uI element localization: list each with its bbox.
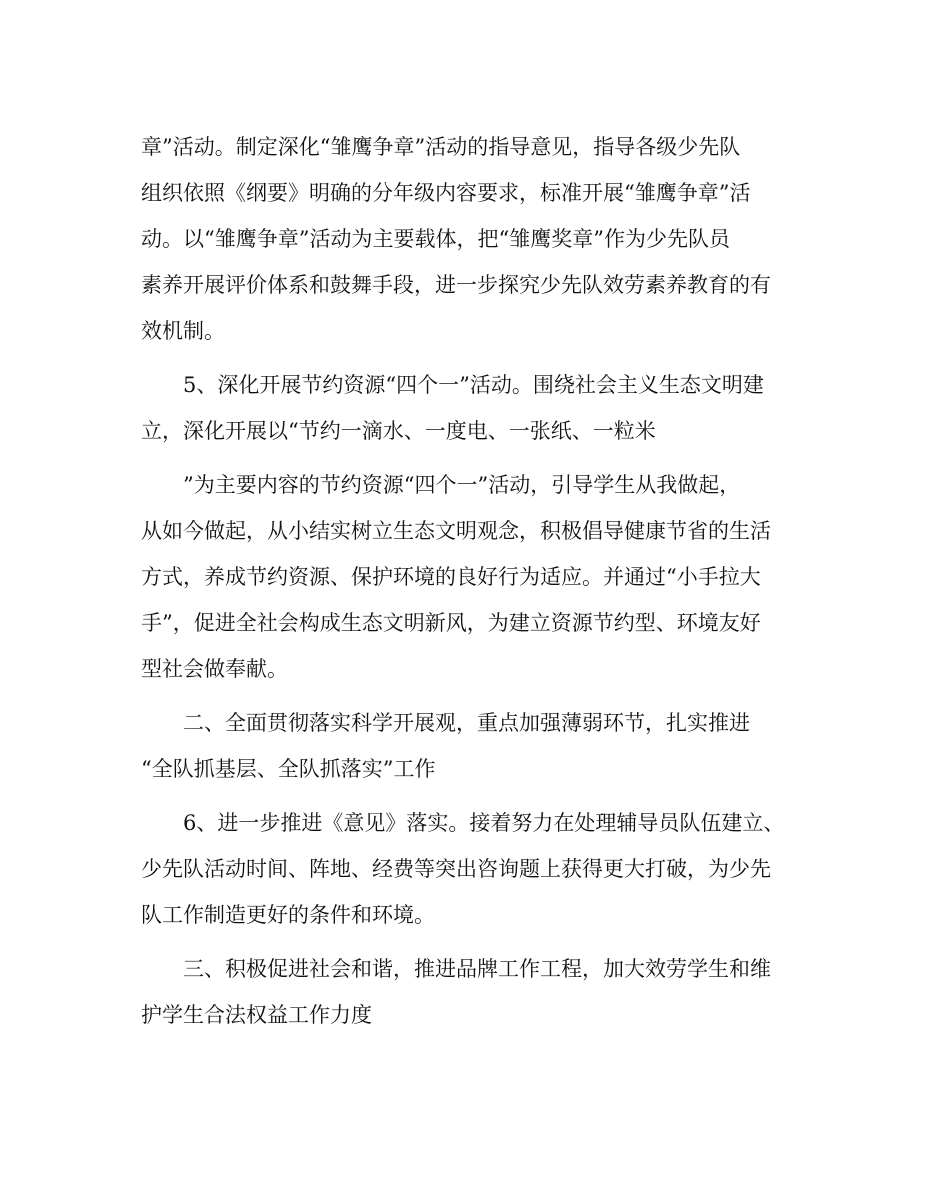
text-line: 三、积极促进社会和谐，推进品牌工作工程，加大效劳学生和维 [183,957,771,981]
text-line: 动。以“雏鹰争章”活动为主要载体，把“雏鹰奖章”作为少先队员 [141,227,730,251]
paragraph-4 [141,700,821,792]
text-line: 素养开展评价体系和鼓舞手段，进一步探究少先队效劳素养教育的有 [141,273,771,297]
text-line: 护学生合法权益工作力度 [141,1003,372,1027]
text-line: 型社会做奉献。 [141,657,288,681]
text-line: 立，深化开展以“节约一滴水、一度电、一张纸、一粒米 [141,419,656,443]
text-line: 从如今做起，从小结实树立生态文明观念，积极倡导健康节省的生活 [141,519,771,543]
paragraph-3 [141,462,821,692]
text-line: “全队抓基层、全队抓落实”工作 [141,757,436,781]
text-line: 手”，促进全社会构成生态文明新风，为建立资源节约型、环境友好 [141,611,761,635]
paragraph-2 [141,362,821,454]
text-line: 队工作制造更好的条件和环境。 [141,903,435,927]
text-line: 6、进一步推进《意见》落实。接着努力在处理辅导员队伍建立、 [183,811,785,835]
text-line: 组织依照《纲要》明确的分年级内容要求，标准开展“雏鹰争章”活 [141,181,751,205]
paragraph-6 [141,946,821,1038]
document-body [141,124,821,1038]
paragraph-1 [141,124,821,354]
text-line: ”为主要内容的节约资源“四个一”活动，引导学生从我做起， [183,473,741,497]
paragraph-5 [141,800,821,938]
text-line: 效机制。 [141,319,225,343]
text-line: 章”活动。制定深化“雏鹰争章”活动的指导意见，指导各级少先队 [141,135,741,159]
text-line: 5、深化开展节约资源“四个一”活动。围绕社会主义生态文明建 [183,373,764,397]
text-line: 少先队活动时间、阵地、经费等突出咨询题上获得更大打破，为少先 [141,857,771,881]
text-line: 方式，养成节约资源、保护环境的良好行为适应。并通过“小手拉大 [141,565,761,589]
text-line: 二、全面贯彻落实科学开展观，重点加强薄弱环节，扎实推进 [183,711,750,735]
